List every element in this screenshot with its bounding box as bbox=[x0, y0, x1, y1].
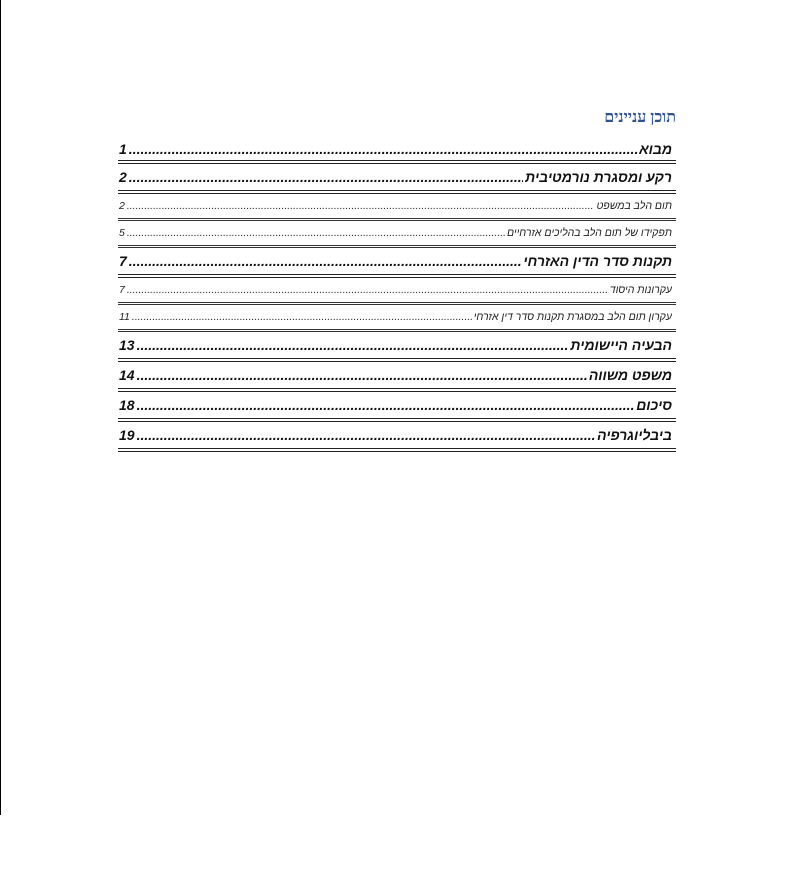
toc-entry-text: תום הלב במשפט bbox=[596, 200, 672, 212]
toc-entry-page: 7 bbox=[119, 253, 127, 269]
toc-entry-page: 2 bbox=[119, 200, 125, 212]
toc-entry-civil-procedure[interactable] bbox=[118, 248, 676, 278]
toc-entry-text: משפט משווה bbox=[588, 367, 672, 383]
toc-entry-good-faith-role[interactable] bbox=[118, 221, 676, 248]
toc-entry-text: סיכום bbox=[636, 397, 672, 413]
dot-leader bbox=[127, 227, 505, 240]
toc-entry-page: 5 bbox=[119, 227, 125, 239]
dot-leader bbox=[129, 141, 637, 158]
toc-entry-page: 11 bbox=[119, 311, 130, 323]
document-page bbox=[118, 108, 676, 452]
toc-entry-good-faith-principle[interactable] bbox=[118, 305, 676, 332]
toc-entry-text: מבוא bbox=[639, 141, 672, 157]
toc-entry-page: 7 bbox=[119, 284, 125, 296]
dot-leader bbox=[137, 397, 635, 414]
dot-leader bbox=[129, 169, 523, 186]
toc-entry-comparative-law[interactable] bbox=[118, 362, 676, 392]
toc-entry-text: עקרונות היסוד bbox=[609, 284, 672, 296]
toc-entry-page: 14 bbox=[119, 367, 135, 383]
dot-leader bbox=[137, 337, 569, 354]
toc-entry-summary[interactable] bbox=[118, 392, 676, 422]
dot-leader bbox=[129, 253, 521, 270]
toc-entry-basic-principles[interactable] bbox=[118, 278, 676, 305]
toc-entry-good-faith-law[interactable] bbox=[118, 194, 676, 221]
toc-entry-applied-problem[interactable] bbox=[118, 332, 676, 362]
dot-leader bbox=[137, 367, 587, 384]
toc-entry-page: 2 bbox=[119, 169, 127, 185]
toc-entry-background[interactable] bbox=[118, 164, 676, 194]
toc-title: תוכן עניינים bbox=[604, 109, 676, 126]
toc-entry-text: רקע ומסגרת נורמטיבית bbox=[525, 169, 672, 185]
toc-entry-intro[interactable] bbox=[118, 138, 676, 164]
toc-entry-text: ביבליוגרפיה bbox=[597, 427, 672, 443]
toc-entry-page: 19 bbox=[119, 427, 135, 443]
page-edge bbox=[0, 0, 1, 815]
toc-entry-text: עקרון תום הלב במסגרת תקנות סדר דין אזרחי bbox=[473, 311, 672, 323]
toc-entry-bibliography[interactable] bbox=[118, 422, 676, 452]
dot-leader bbox=[137, 427, 595, 444]
dot-leader bbox=[127, 284, 608, 297]
dot-leader bbox=[127, 200, 595, 213]
toc-entry-text: תפקידו של תום הלב בהליכים אזרחיים bbox=[506, 227, 672, 239]
dot-leader bbox=[132, 311, 472, 324]
toc-entry-page: 13 bbox=[119, 337, 135, 353]
toc-entry-text: תקנות סדר הדין האזרחי bbox=[523, 253, 672, 269]
table-of-contents bbox=[118, 138, 676, 452]
toc-entry-text: הבעיה היישומית bbox=[570, 337, 672, 353]
toc-entry-page: 1 bbox=[119, 141, 127, 157]
toc-entry-page: 18 bbox=[119, 397, 135, 413]
